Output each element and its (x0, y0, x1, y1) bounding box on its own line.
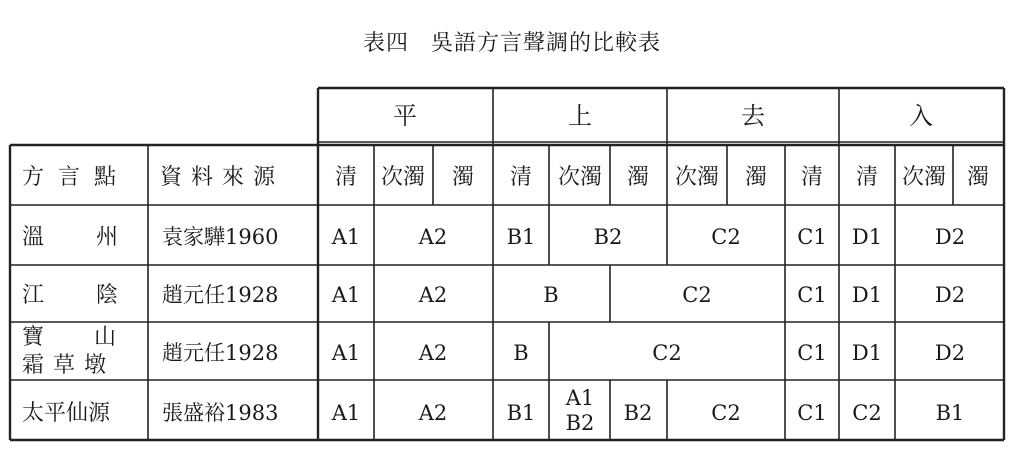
tone-cell: A2 (418, 225, 448, 249)
sub-header: 次濁 (674, 165, 720, 190)
table-name: 吳語方言聲調的比較表 (431, 31, 662, 56)
sub-header: 清 (509, 165, 533, 190)
tone-cell: C1 (797, 283, 827, 307)
sub-header: 清 (800, 165, 824, 190)
tone-cell: B2 (623, 401, 653, 425)
sub-header: 次濁 (557, 165, 603, 190)
tone-cell: A1 (331, 283, 361, 307)
tone-cell: C2 (652, 341, 682, 365)
dialect-name: 太平仙源 (22, 401, 111, 426)
tone-header-shang: 上 (568, 102, 592, 130)
tone-cell: A1 (331, 341, 361, 365)
tone-cell: C2 (711, 401, 741, 425)
tone-cell: B1 (506, 401, 536, 425)
sub-header: 濁 (744, 165, 768, 190)
source-cell: 趙元任1928 (162, 341, 279, 365)
tone-cell: B (513, 341, 529, 365)
dialect-name: 溫州 (22, 225, 171, 250)
source-cell: 趙元任1928 (162, 283, 279, 307)
column-headers (22, 165, 284, 190)
tone-cell: B (543, 283, 559, 307)
tone-header-ping: 平 (393, 102, 417, 130)
tone-headers (393, 102, 933, 130)
sub-header: 次濁 (380, 165, 426, 190)
source-cell: 張盛裕1983 (162, 401, 279, 425)
tone-cell: A2 (418, 283, 448, 307)
sub-header: 濁 (451, 165, 475, 190)
source-cell: 袁家驊1960 (162, 225, 279, 249)
tone-cell: B2 (593, 225, 623, 249)
tone-header-qu: 去 (741, 102, 765, 130)
sub-header: 清 (334, 165, 358, 190)
tone-cell: D1 (851, 283, 883, 307)
header-source: 資料來源 (160, 165, 285, 190)
tone-cell: C1 (797, 225, 827, 249)
tone-cell-lower: B2 (565, 411, 595, 435)
tone-header-ru: 入 (909, 102, 933, 130)
source-column (162, 225, 278, 425)
tone-cell: D2 (934, 283, 966, 307)
tone-cell: A1 (331, 225, 361, 249)
tone-values (331, 225, 965, 435)
tone-cell-upper: A1 (565, 386, 595, 410)
tone-cell: C2 (682, 283, 712, 307)
header-dialect: 方言點 (22, 165, 131, 190)
table-number: 表四 (362, 31, 409, 56)
tone-cell: A2 (418, 401, 448, 425)
sub-header: 濁 (966, 165, 990, 190)
tone-cell: D1 (851, 341, 883, 365)
tone-cell: D2 (934, 341, 966, 365)
tone-cell: B1 (935, 401, 965, 425)
tone-cell: C2 (852, 401, 882, 425)
dialect-name-line1: 寶山 (22, 325, 167, 350)
tone-cell: C1 (797, 341, 827, 365)
tone-cell: C1 (797, 401, 827, 425)
dialect-name: 江陰 (22, 283, 171, 308)
sub-header: 清 (855, 165, 879, 190)
tone-cell: C2 (711, 225, 741, 249)
tone-cell: B1 (506, 225, 536, 249)
tone-cell: D2 (934, 225, 966, 249)
tone-cell: D1 (851, 225, 883, 249)
sub-header: 次濁 (901, 165, 947, 190)
dialect-name-line2: 霜草墩 (22, 353, 116, 378)
sub-header: 濁 (626, 165, 650, 190)
tone-cell: A1 (331, 401, 361, 425)
tone-cell: A2 (418, 341, 448, 365)
table-rules (10, 88, 1004, 440)
